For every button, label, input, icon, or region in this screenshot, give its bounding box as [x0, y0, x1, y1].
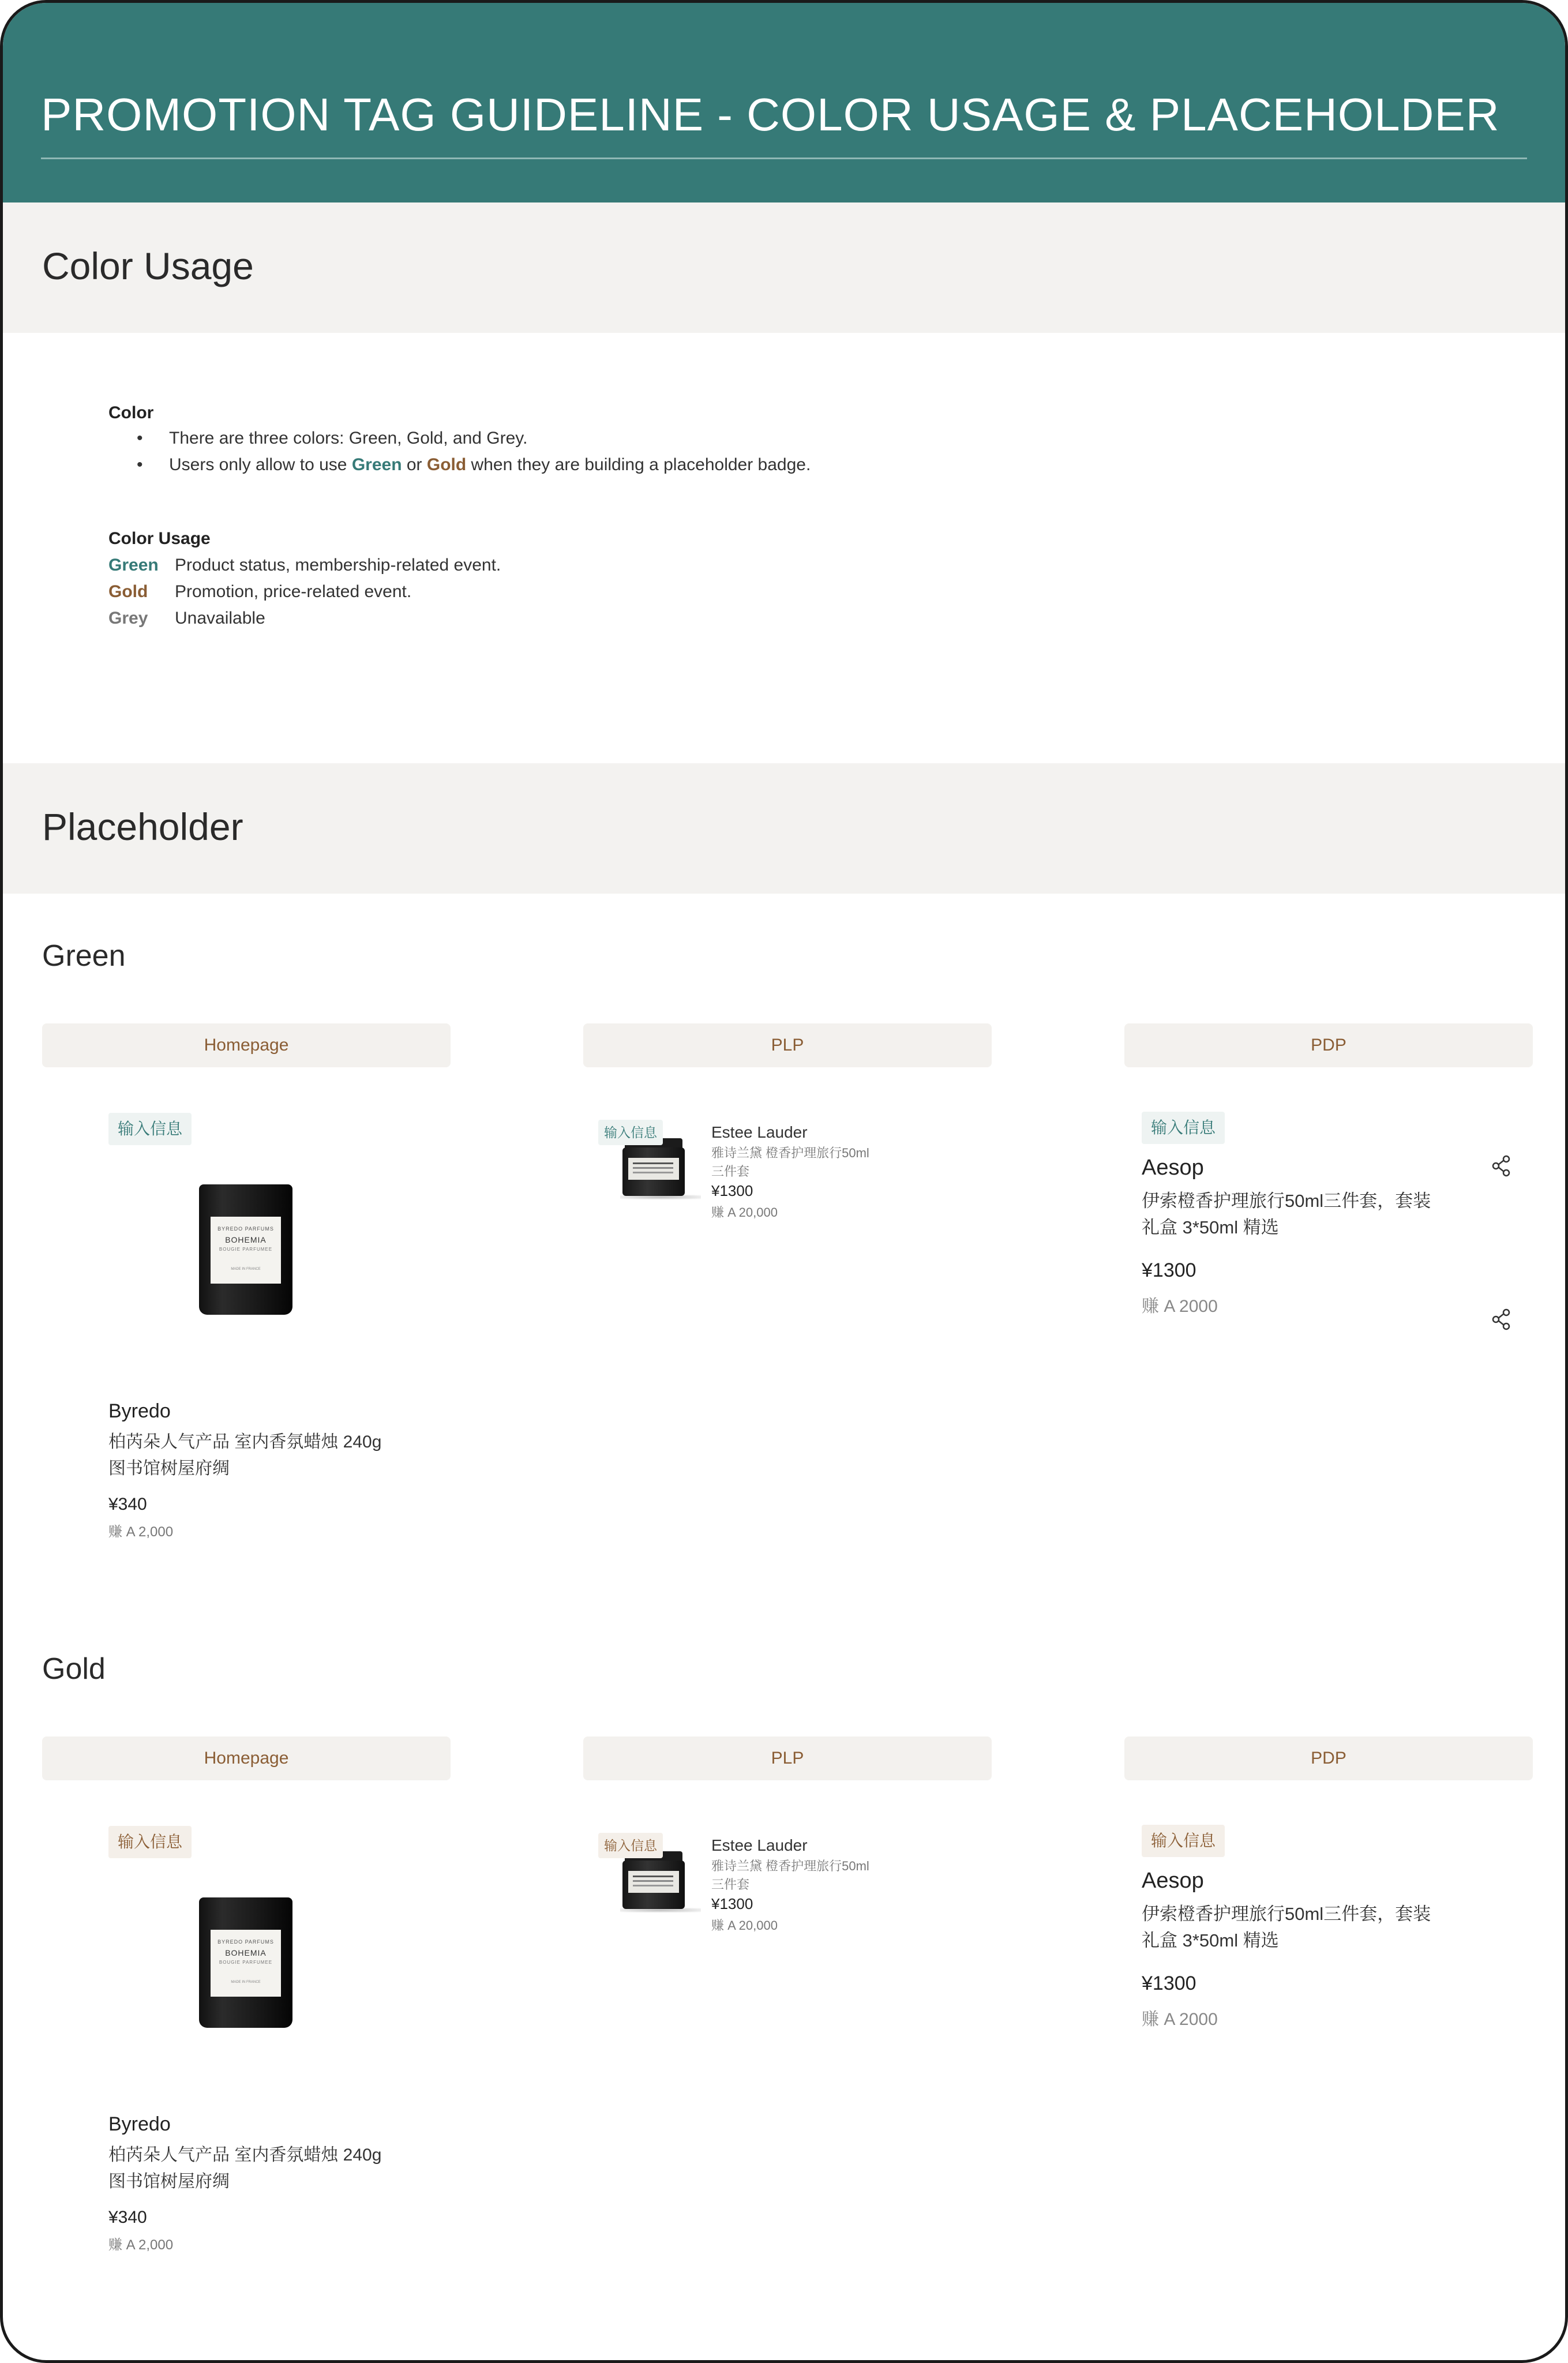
page-header	[3, 3, 1565, 202]
bullet-2-post: when they are building a placeholder badge.	[466, 455, 811, 474]
placeholder-band	[3, 763, 1565, 894]
product-points: 赚 A 2000	[1142, 1297, 1218, 1316]
bullet-text-1: There are three colors: Green, Gold, and Grey.	[169, 429, 528, 448]
product-name: 伊索橙香护理旅行50ml三件套，套装礼盒 3*50ml 精选	[1142, 1191, 1431, 1237]
jar-label	[628, 1158, 679, 1180]
bullet-2-gold: Gold	[426, 455, 467, 474]
candle-label-text: BYREDO PARFUMS	[217, 1939, 274, 1945]
usage-label-green: Green	[108, 556, 159, 575]
product-points: 赚 A 2,000	[108, 2237, 174, 2253]
color-heading: Color	[108, 403, 154, 422]
product-brand: Aesop	[1142, 1156, 1204, 1180]
bullet-2-mid: or	[402, 455, 427, 474]
promotion-tag: 输入信息	[598, 1120, 663, 1145]
product-name[interactable]: 柏芮朵人气产品 室内香氛蜡烛 240g 图书馆树屋府绸	[108, 1432, 382, 1478]
product-points: 赚 A 20,000	[711, 1918, 778, 1933]
promotion-tag: 输入信息	[598, 1833, 663, 1858]
promotion-tag: 输入信息	[108, 1113, 192, 1145]
product-image-jar[interactable]	[620, 1851, 701, 1915]
column-header-homepage: Homepage	[42, 1736, 451, 1780]
usage-desc-green: Product status, membership-related event.	[175, 556, 501, 575]
product-name[interactable]: 雅诗兰黛 橙香护理旅行50ml 三件套	[711, 1146, 869, 1179]
candle-label	[211, 1930, 281, 1997]
product-brand[interactable]: Estee Lauder	[711, 1836, 808, 1854]
product-points: 赚 A 20,000	[711, 1205, 778, 1220]
candle-label	[211, 1217, 281, 1284]
candle-label-text: BOHEMIA	[225, 1235, 267, 1244]
column-header-pdp: PDP	[1124, 1736, 1533, 1780]
candle-label-text: BOUGIE PARFUMEE	[219, 1960, 273, 1965]
product-price: ¥1300	[1142, 1972, 1196, 1994]
usage-desc-gold: Promotion, price-related event.	[175, 582, 412, 601]
placeholder-title: Placeholder	[42, 805, 243, 848]
candle-label-text: BYREDO PARFUMS	[217, 1226, 274, 1232]
bullet-dot: •	[137, 429, 143, 448]
color-usage-title: Color Usage	[42, 245, 254, 287]
product-brand: Aesop	[1142, 1869, 1204, 1893]
product-name[interactable]: 柏芮朵人气产品 室内香氛蜡烛 240g 图书馆树屋府绸	[108, 2146, 382, 2191]
group-title-green: Green	[42, 939, 126, 973]
product-image-candle[interactable]	[199, 1184, 292, 1315]
promotion-tag: 输入信息	[108, 1826, 192, 1858]
candle-label-text: MADE IN FRANCE	[231, 1981, 261, 1984]
group-title-gold: Gold	[42, 1652, 106, 1686]
candle-label-text: MADE IN FRANCE	[231, 1267, 261, 1271]
column-header-plp: PLP	[583, 1023, 992, 1067]
promotion-tag: 输入信息	[1142, 1825, 1225, 1857]
product-points: 赚 A 2000	[1142, 2010, 1218, 2029]
column-header-pdp: PDP	[1124, 1023, 1533, 1067]
bullet-2-pre: Users only allow to use	[169, 455, 352, 474]
product-price: ¥1300	[711, 1182, 753, 1199]
product-name[interactable]: 雅诗兰黛 橙香护理旅行50ml 三件套	[711, 1859, 869, 1892]
candle-label-text: BOUGIE PARFUMEE	[219, 1247, 273, 1252]
product-points: 赚 A 2,000	[108, 1524, 174, 1540]
page-title: PROMOTION TAG GUIDELINE - COLOR USAGE & PLACEHOLDER	[41, 89, 1500, 140]
jar-label	[628, 1871, 679, 1893]
header-divider	[41, 157, 1527, 159]
product-price: ¥340	[108, 2208, 147, 2227]
product-brand[interactable]: Byredo	[108, 1400, 171, 1422]
product-price: ¥1300	[711, 1895, 753, 1912]
jar-shadow	[620, 1195, 701, 1199]
column-header-homepage: Homepage	[42, 1023, 451, 1067]
promotion-tag: 输入信息	[1142, 1112, 1225, 1144]
product-brand[interactable]: Byredo	[108, 2113, 171, 2135]
product-price: ¥340	[108, 1495, 147, 1514]
usage-desc-grey: Unavailable	[175, 609, 265, 628]
jar-shadow	[620, 1908, 701, 1912]
product-brand[interactable]: Estee Lauder	[711, 1123, 808, 1141]
product-image-jar[interactable]	[620, 1138, 701, 1202]
color-usage-heading: Color Usage	[108, 529, 211, 548]
bullet-text-2	[169, 455, 811, 475]
column-header-plp: PLP	[583, 1736, 992, 1780]
usage-label-gold: Gold	[108, 582, 148, 601]
usage-label-grey: Grey	[108, 609, 148, 628]
share-icon[interactable]	[1489, 1153, 1514, 1179]
share-icon[interactable]	[1489, 1307, 1514, 1332]
product-name: 伊索橙香护理旅行50ml三件套，套装礼盒 3*50ml 精选	[1142, 1904, 1431, 1951]
bullet-2-green: Green	[351, 455, 402, 474]
product-price: ¥1300	[1142, 1259, 1196, 1281]
color-usage-band	[3, 202, 1565, 333]
bullet-dot: •	[137, 455, 143, 474]
product-image-candle[interactable]	[199, 1897, 292, 2028]
candle-label-text: BOHEMIA	[225, 1948, 267, 1957]
